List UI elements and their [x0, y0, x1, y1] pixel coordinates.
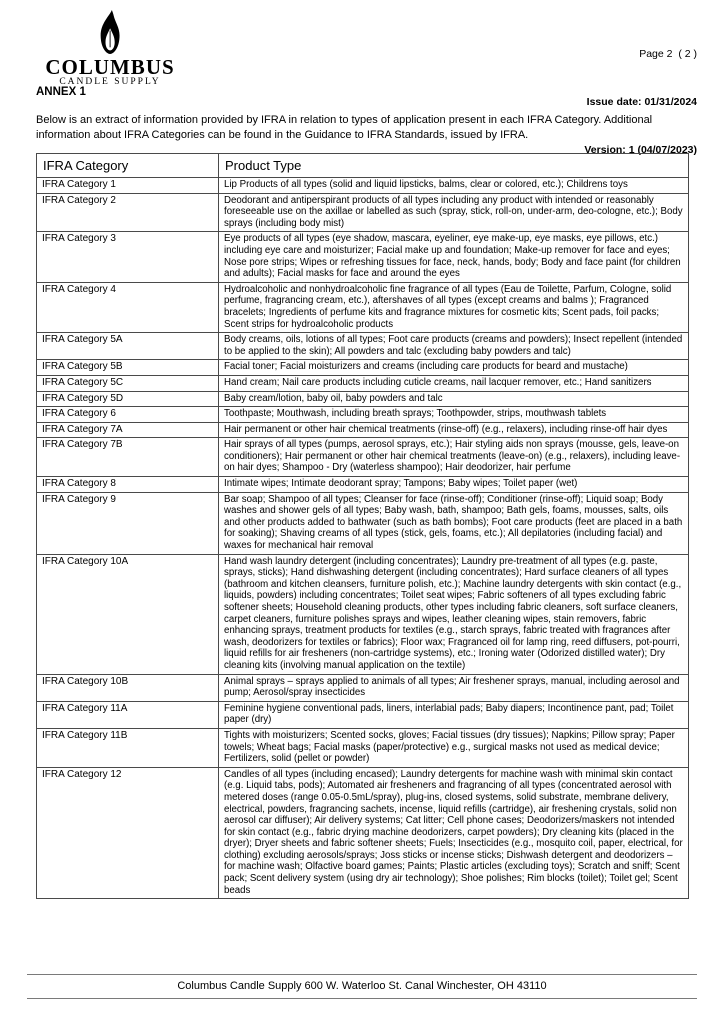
- flame-icon: [94, 10, 126, 56]
- table-row: [37, 422, 689, 438]
- table-row: [37, 767, 689, 899]
- category-cell: IFRA Category 4: [37, 282, 219, 332]
- product-cell: Candles of all types (including encased); Laundry detergents for machine wash with minimal skin contact (e.g. Liquid tabs, pods); Automated air fresheners and fragrancing of all types (concentrated aerosol with metered doses (range 0.05-0.5mL/spray), plug-ins, closed systems, solid substrate, membrane delivery, electrical, powders, fragrancing sachets, incense, liquid refills (cartridge), air freshening crystals, solid non aerosol car diffuser); Air delivery systems; Cat litter; Cell phone cases; Deodorizers/maskers not intended for skin contact (e.g., fabric drying machine deodorizers, carpet powders); Dry cleaning kits (placed in the dryer); Dryer sheets and fabric softener sheets; Fuels; Insecticides (e.g., mosquito coil, paper, electrical, for clothing) excluding aerosols/sprays; Joss sticks or incense sticks; Dishwash detergent and deodorizers – for machine wash; Olfactive board games; Paints; Plastic articles (excluding toys); Scratch and sniff; Scent pack; Scent delivery system (using dry air technology); Shoe polishes; Rim blocks (toilet); Toilet gel; Scent beads: [219, 767, 689, 899]
- product-cell: Body creams, oils, lotions of all types; Foot care products (creams and powders); Insect repellent (intended to be applied to the skin); All powders and talc (excluding baby powders and talc): [219, 333, 689, 360]
- table-row: [37, 375, 689, 391]
- table-row: [37, 674, 689, 701]
- product-cell: Hand wash laundry detergent (including concentrates); Laundry pre-treatment of all types (e.g. paste, sprays, sticks); Hand dishwashing detergent (including concentrates); Hard surface cleaners of all types (bathroom and kitchen cleansers, furniture polish, etc.); Machine laundry detergents with skin contact (e.g., liquids, powders) including concentrates; Toilet seat wipes; Fabric softeners of all types excluding fabric softener sheets; Household cleaning products, other types including fabric cleaners, soft surface cleaners, carpet cleaners, furniture polishes sprays and wipes, leather cleaning wipes, stain removers, fabric enhancing sprays, treatment products for textiles (e.g., starch sprays, fabric treated with fragrances after wash, deodorizers for textiles or fabrics); Floor wax; Fragranced oil for lamp ring, reed diffusers, pot-pourri, liquid refills for air fresheners (non-cartridge systems), etc.; Ironing water (Odorized distilled water); Dry cleaning kits (involving manual application on the textile): [219, 554, 689, 674]
- footer-address: Columbus Candle Supply 600 W. Waterloo St. Canal Winchester, OH 43110: [177, 980, 547, 992]
- header-ifra-category: IFRA Category: [37, 154, 219, 178]
- category-cell: IFRA Category 1: [37, 178, 219, 194]
- product-cell: Feminine hygiene conventional pads, liners, interlabial pads; Baby diapers; Incontinence pant, pad; Toilet paper (dry): [219, 701, 689, 728]
- category-cell: IFRA Category 10B: [37, 674, 219, 701]
- category-cell: IFRA Category 3: [37, 232, 219, 282]
- product-cell: Tights with moisturizers; Scented socks, gloves; Facial tissues (dry tissues); Napkins; Pillow spray; Paper towels; Wheat bags; Facial masks (paper/protective) e.g., surgical masks not used as medical device; Fertilizers, solid (pellet or powder): [219, 728, 689, 767]
- category-cell: IFRA Category 2: [37, 193, 219, 232]
- brand-name: COLUMBUS: [45, 55, 175, 79]
- table-row: [37, 391, 689, 407]
- ifra-table-container: [36, 153, 689, 899]
- product-cell: Deodorant and antiperspirant products of all types including any product with intended or reasonably foreseeable use on the axillae or labelled as such (spray, stick, roll-on, under-arm, deo-cologne, etc.); Body sprays (including body mist): [219, 193, 689, 232]
- product-cell: Animal sprays – sprays applied to animals of all types; Air freshener sprays, manual, including aerosol and pump; Aerosol/spray insecticides: [219, 674, 689, 701]
- product-cell: Baby cream/lotion, baby oil, baby powders and talc: [219, 391, 689, 407]
- issue-date-label: Issue date: 01/31/2024: [586, 96, 697, 108]
- table-row: [37, 477, 689, 493]
- category-cell: IFRA Category 11A: [37, 701, 219, 728]
- product-cell: Intimate wipes; Intimate deodorant spray; Tampons; Baby wipes; Toilet paper (wet): [219, 477, 689, 493]
- product-cell: Hydroalcoholic and nonhydroalcoholic fine fragrance of all types (Eau de Toilette, Parfum, Cologne, solid perfume, fragrancing cream, etc.), aftershaves of all types (except creams and balms ); Fragranced bracelets; Ingredients of perfume kits and fragrance mixtures for cosmetic kits; Scent pads, foil packs; Scent strips for hydroalcoholic products: [219, 282, 689, 332]
- category-cell: IFRA Category 12: [37, 767, 219, 899]
- product-cell: Facial toner; Facial moisturizers and creams (including care products for beard and mustache): [219, 360, 689, 376]
- version-label: Version: 1 (04/07/2023): [584, 144, 697, 156]
- annex-heading: ANNEX 1: [36, 86, 86, 98]
- category-cell: IFRA Category 9: [37, 492, 219, 554]
- table-row: [37, 407, 689, 423]
- product-cell: Hair permanent or other hair chemical treatments (rinse-off) (e.g., relaxers), including rinse-off hair dyes: [219, 422, 689, 438]
- table-row: [37, 232, 689, 282]
- category-cell: IFRA Category 6: [37, 407, 219, 423]
- table-row: [37, 728, 689, 767]
- category-cell: IFRA Category 5B: [37, 360, 219, 376]
- category-cell: IFRA Category 5C: [37, 375, 219, 391]
- table-row: [37, 554, 689, 674]
- footer: [27, 974, 697, 999]
- intro-paragraph: Below is an extract of information provided by IFRA in relation to types of application present in each IFRA Category. Additional information about IFRA Categories can be found in the Guidance to IFRA Standards, issued by IFRA.: [36, 114, 653, 141]
- table-row: [37, 282, 689, 332]
- table-header-row: [37, 154, 689, 178]
- brand-subtitle: CANDLE SUPPLY: [59, 77, 161, 87]
- product-cell: Lip Products of all types (solid and liquid lipsticks, balms, clear or colored, etc.); Childrens toys: [219, 178, 689, 194]
- product-cell: Hand cream; Nail care products including cuticle creams, nail lacquer remover, etc.; Hand sanitizers: [219, 375, 689, 391]
- table-row: [37, 438, 689, 477]
- category-cell: IFRA Category 10A: [37, 554, 219, 674]
- category-cell: IFRA Category 7B: [37, 438, 219, 477]
- page-number-label: Page 2 ( 2 ): [639, 48, 697, 60]
- category-cell: IFRA Category 5A: [37, 333, 219, 360]
- product-cell: Eye products of all types (eye shadow, mascara, eyeliner, eye make-up, eye masks, eye pillows, etc.) including eye care and moisturizer; Facial make up and foundation; Make-up remover for face and eyes; Nose pore strips; Wipes or refreshing tissues for face, neck, hands, body; Body and face paint (for children and adults); Facial masks for face and around the eyes: [219, 232, 689, 282]
- table-row: [37, 701, 689, 728]
- company-logo: [44, 10, 176, 88]
- product-cell: Hair sprays of all types (pumps, aerosol sprays, etc.); Hair styling aids non sprays (mousse, gels, leave-on conditioners); Hair permanent or other hair chemical treatments (leave-on) (e.g., relaxers), including leave-on hair dyes; Shampoo - Dry (waterless shampoo); Hair deodorizer, hair perfume: [219, 438, 689, 477]
- category-cell: IFRA Category 7A: [37, 422, 219, 438]
- product-cell: Toothpaste; Mouthwash, including breath sprays; Toothpowder, strips, mouthwash tablets: [219, 407, 689, 423]
- table-row: [37, 178, 689, 194]
- table-row: [37, 333, 689, 360]
- header-product-type: Product Type: [219, 154, 689, 178]
- table-row: [37, 492, 689, 554]
- ifra-table: [36, 153, 689, 899]
- category-cell: IFRA Category 5D: [37, 391, 219, 407]
- table-row: [37, 193, 689, 232]
- category-cell: IFRA Category 8: [37, 477, 219, 493]
- category-cell: IFRA Category 11B: [37, 728, 219, 767]
- table-row: [37, 360, 689, 376]
- product-cell: Bar soap; Shampoo of all types; Cleanser for face (rinse-off); Conditioner (rinse-off); Liquid soap; Body washes and shower gels of all types; Baby wash, bath, shampoo; Bath gels, foams, mousses, salts, oils and other products added to bathwater (such as bath bombs); Foot care products (feet are placed in a bath for soaking); Shaving creams of all types (stick, gels, foams, etc.); All depilatories (including facial) and waxes for mechanical hair removal: [219, 492, 689, 554]
